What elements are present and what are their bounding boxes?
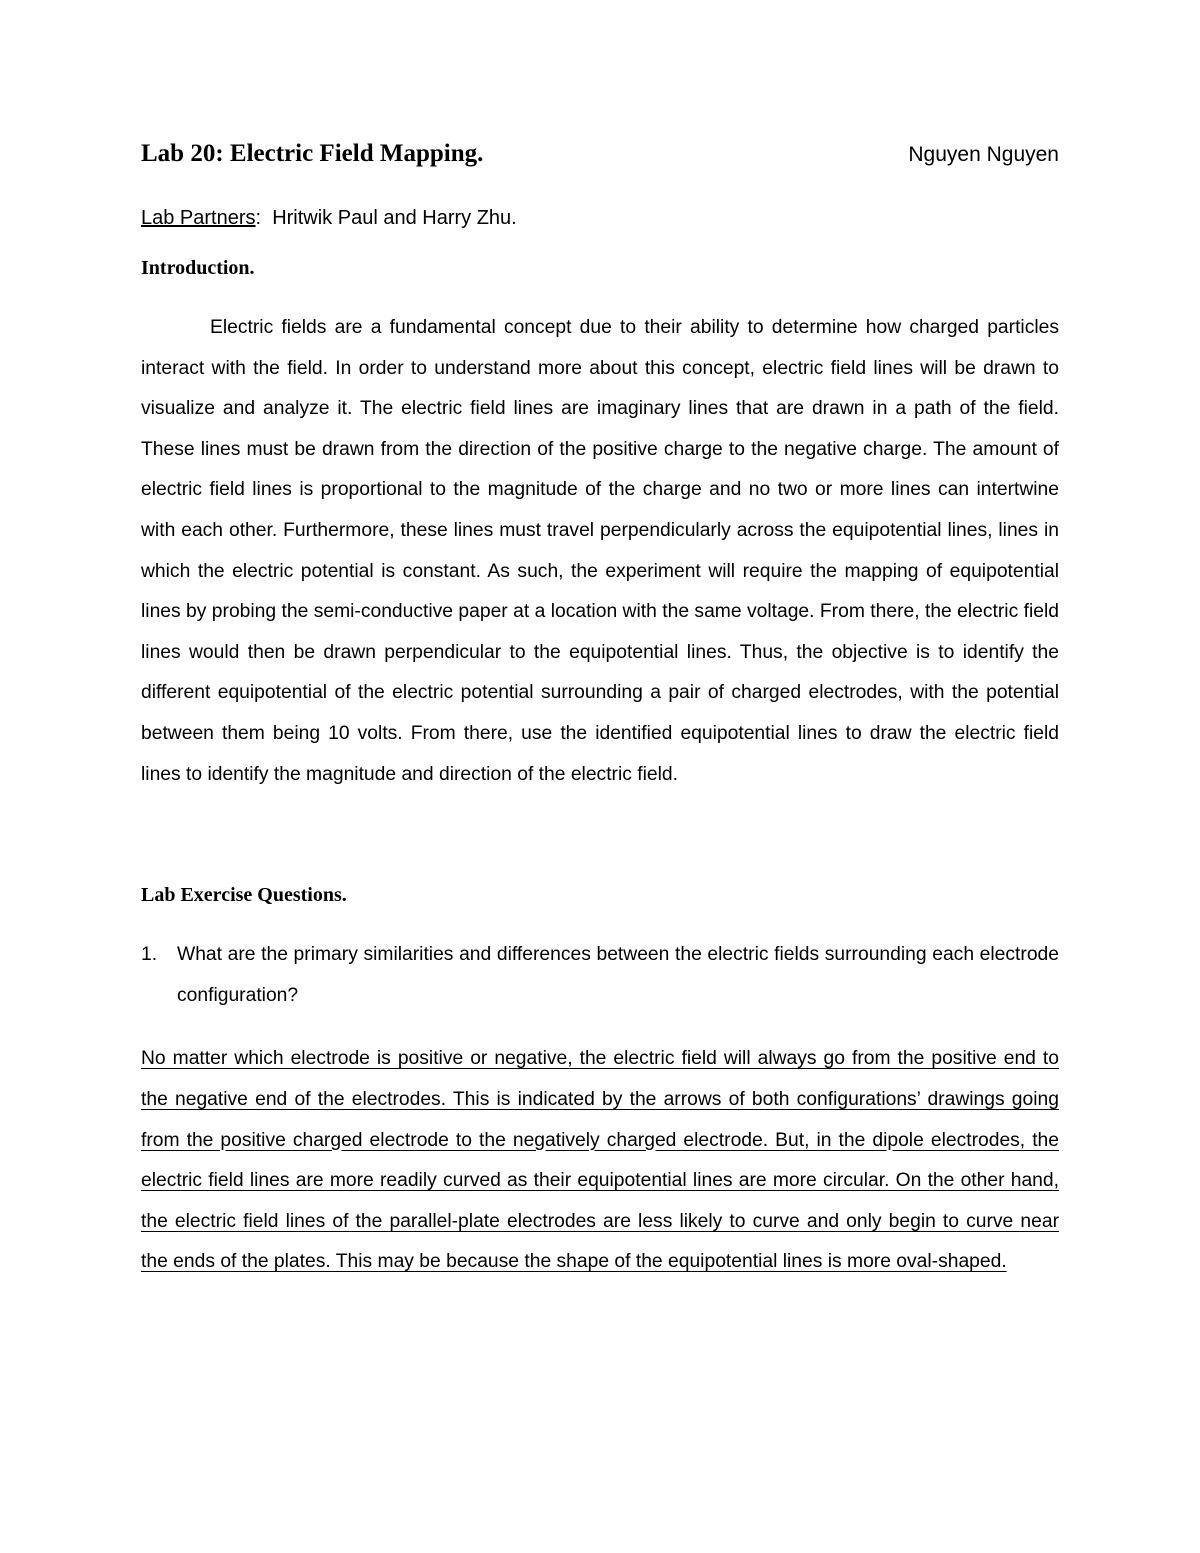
document-title: Lab 20: Electric Field Mapping.	[141, 140, 484, 167]
author-name: Nguyen Nguyen	[908, 143, 1059, 166]
answer-paragraph: No matter which electrode is positive or negative, the electric field will always go from the positive end to the negative end of the electrodes. This is indicated by the arrows of both configurations’ drawings going from the positive charged electrode to the negatively charged electrode. But, in the dipole electrodes, the electric field lines are more readily curved as their equipotential lines are more circular. On the other hand, the electric field lines of the parallel-plate electrodes are less likely to curve and only begin to curve near the ends of the plates. This may be because the shape of the equipotential lines is more oval-shaped.	[141, 1048, 1059, 1273]
title-row	[141, 140, 1059, 180]
question-item	[141, 935, 1059, 1016]
questions-heading: Lab Exercise Questions.	[141, 884, 347, 907]
lab-partners-names: Hritwik Paul and Harry Zhu.	[261, 207, 517, 229]
question-text: What are the primary similarities and differences between the electric fields surrounding each electrode configuration?	[177, 944, 1059, 1006]
introduction-heading: Introduction.	[141, 257, 255, 279]
lab-partners-line	[141, 204, 1059, 232]
lab-partners-colon: :	[255, 207, 262, 229]
introduction-paragraph: Electric fields are a fundamental concept due to their ability to determine how charged particles interact with the field. In order to understand more about this concept, electric field lines will be drawn to visualize and analyze it. The electric field lines are imaginary lines that are drawn in a path of the field. These lines must be drawn from the direction of the positive charge to the negative charge. The amount of electric field lines is proportional to the magnitude of the charge and no two or more lines can intertwine with each other. Furthermore, these lines must travel perpendicularly across the equipotential lines, lines in which the electric potential is constant. As such, the experiment will require the mapping of equipotential lines by probing the semi-conductive paper at a location with the same voltage. From there, the electric field lines would then be drawn perpendicular to the equipotential lines. Thus, the objective is to identify the different equipotential of the electric potential surrounding a pair of charged electrodes, with the potential between them being 10 volts. From there, use the identified equipotential lines to draw the electric field lines to identify the magnitude and direction of the electric field.	[141, 317, 1059, 785]
document-page	[141, 140, 1059, 1283]
lab-partners-label: Lab Partners	[141, 207, 256, 229]
question-number: 1.	[141, 944, 158, 966]
